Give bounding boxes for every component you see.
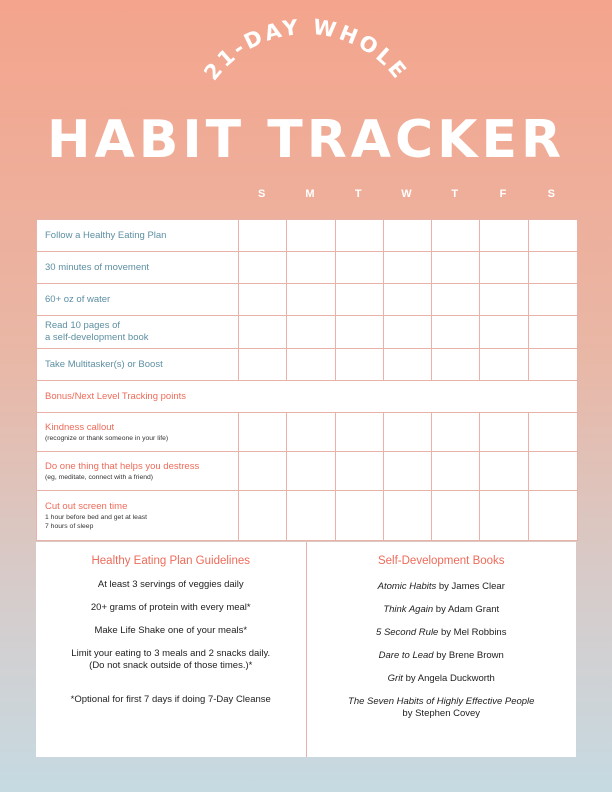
book-title: Dare to Lead xyxy=(378,650,434,661)
check-cell[interactable] xyxy=(384,252,432,283)
day-label: T xyxy=(354,188,363,200)
habit-sublabel-line2: 7 hours of sleep xyxy=(45,522,94,530)
book-author: by Mel Robbins xyxy=(438,627,507,638)
check-cell[interactable] xyxy=(480,452,528,490)
check-cell[interactable] xyxy=(287,316,335,348)
svg-text:21-DAY WHOLE xyxy=(199,15,412,85)
check-cell[interactable] xyxy=(336,316,384,348)
check-cell[interactable] xyxy=(480,491,528,540)
habit-row xyxy=(37,413,577,452)
habit-label: Read 10 pages of xyxy=(45,320,121,331)
check-cell[interactable] xyxy=(336,284,384,315)
page-title: HABIT TRACKER xyxy=(46,110,566,170)
habit-label: 30 minutes of movement xyxy=(45,261,150,273)
check-cell[interactable] xyxy=(239,413,287,451)
check-cell[interactable] xyxy=(384,452,432,490)
check-cell[interactable] xyxy=(480,413,528,451)
check-cell[interactable] xyxy=(287,220,335,251)
habit-sublabel: (recognize or thank someone in your life) xyxy=(45,434,169,442)
check-cell[interactable] xyxy=(336,452,384,490)
habit-row xyxy=(37,316,577,349)
habit-row xyxy=(37,220,577,252)
day-label: T xyxy=(451,188,460,200)
book-item xyxy=(307,696,577,720)
check-cell[interactable] xyxy=(529,220,577,251)
check-cell[interactable] xyxy=(432,349,480,380)
check-cell[interactable] xyxy=(529,413,577,451)
habit-tracker-table xyxy=(36,219,578,541)
check-cell[interactable] xyxy=(529,284,577,315)
habit-row xyxy=(37,284,577,316)
check-cell[interactable] xyxy=(432,491,480,540)
check-cell[interactable] xyxy=(239,491,287,540)
check-cell[interactable] xyxy=(432,413,480,451)
day-label: S xyxy=(257,188,267,200)
check-cell[interactable] xyxy=(336,252,384,283)
check-cell[interactable] xyxy=(432,316,480,348)
day-label: F xyxy=(499,188,508,200)
book-item xyxy=(307,650,577,662)
check-cell[interactable] xyxy=(239,349,287,380)
day-header xyxy=(238,188,576,206)
book-author: by Angela Duckworth xyxy=(402,673,495,684)
guideline-item: (Do not snack outside of those times.)* xyxy=(89,660,253,671)
guideline-item: Make Life Shake one of your meals* xyxy=(94,625,248,636)
check-cell[interactable] xyxy=(287,349,335,380)
habit-label: Take Multitasker(s) or Boost xyxy=(45,358,163,370)
check-cell[interactable] xyxy=(239,284,287,315)
check-cell[interactable] xyxy=(384,413,432,451)
book-title: 5 Second Rule xyxy=(376,627,439,638)
habit-label: Follow a Healthy Eating Plan xyxy=(45,229,167,241)
habit-label-line2: a self-development book xyxy=(45,332,149,343)
habit-sublabel: 1 hour before bed and get at least xyxy=(45,513,148,521)
check-cell[interactable] xyxy=(336,349,384,380)
check-cell[interactable] xyxy=(287,252,335,283)
habit-label: Kindness callout xyxy=(45,421,115,433)
check-cell[interactable] xyxy=(287,413,335,451)
eating-guidelines-title: Healthy Eating Plan Guidelines xyxy=(91,555,251,567)
book-title: Think Again xyxy=(383,604,434,615)
check-cell[interactable] xyxy=(336,413,384,451)
check-cell[interactable] xyxy=(529,491,577,540)
check-cell[interactable] xyxy=(432,220,480,251)
check-cell[interactable] xyxy=(384,349,432,380)
check-cell[interactable] xyxy=(432,284,480,315)
eating-guidelines xyxy=(36,542,307,757)
check-cell[interactable] xyxy=(384,284,432,315)
check-cell[interactable] xyxy=(287,452,335,490)
guideline-item: 20+ grams of protein with every meal* xyxy=(90,602,251,613)
book-author: by James Clear xyxy=(436,581,505,592)
book-title: Atomic Habits xyxy=(377,581,437,592)
books-title: Self-Development Books xyxy=(377,555,505,567)
check-cell[interactable] xyxy=(480,316,528,348)
habit-sublabel: (eg, meditate, connect with a friend) xyxy=(45,473,154,481)
guideline-item: At least 3 servings of veggies daily xyxy=(97,579,244,590)
habit-label: Do one thing that helps you destress xyxy=(45,460,200,472)
check-cell[interactable] xyxy=(239,316,287,348)
check-cell[interactable] xyxy=(480,284,528,315)
guideline-note: *Optional for first 7 days if doing 7-Day Cleanse xyxy=(70,694,271,705)
check-cell[interactable] xyxy=(239,452,287,490)
check-cell[interactable] xyxy=(287,284,335,315)
check-cell[interactable] xyxy=(480,252,528,283)
check-cell[interactable] xyxy=(239,220,287,251)
book-title: Grit xyxy=(387,673,403,684)
check-cell[interactable] xyxy=(336,491,384,540)
book-item xyxy=(307,581,577,593)
check-cell[interactable] xyxy=(529,316,577,348)
bonus-label: Bonus/Next Level Tracking points xyxy=(45,390,186,402)
check-cell[interactable] xyxy=(529,452,577,490)
habit-row xyxy=(37,349,577,381)
check-cell[interactable] xyxy=(432,452,480,490)
book-item xyxy=(307,604,577,616)
guideline-item: Limit your eating to 3 meals and 2 snacks daily. xyxy=(71,648,271,659)
book-item xyxy=(307,627,577,639)
check-cell[interactable] xyxy=(480,349,528,380)
book-author: by Adam Grant xyxy=(433,604,500,615)
book-title: The Seven Habits of Highly Effective People xyxy=(348,696,535,707)
guides-panel xyxy=(36,542,576,757)
habit-row xyxy=(37,491,577,540)
bonus-header-row xyxy=(37,381,577,413)
habit-label: 60+ oz of water xyxy=(45,293,111,305)
check-cell[interactable] xyxy=(480,220,528,251)
check-cell[interactable] xyxy=(384,316,432,348)
subtitle-text: 21-DAY WHOLE xyxy=(199,14,413,85)
check-cell[interactable] xyxy=(384,220,432,251)
check-cell[interactable] xyxy=(336,220,384,251)
check-cell[interactable] xyxy=(287,491,335,540)
self-development-books xyxy=(307,542,577,757)
habit-row xyxy=(37,252,577,284)
check-cell[interactable] xyxy=(529,252,577,283)
check-cell[interactable] xyxy=(529,349,577,380)
day-label: W xyxy=(401,188,413,200)
habit-row xyxy=(37,452,577,491)
check-cell[interactable] xyxy=(432,252,480,283)
book-item xyxy=(307,673,577,685)
habit-label: Cut out screen time xyxy=(45,500,128,512)
book-author: by Brene Brown xyxy=(433,650,504,661)
check-cell[interactable] xyxy=(384,491,432,540)
book-author: by Stephen Covey xyxy=(402,708,481,719)
day-label: M xyxy=(305,188,316,200)
day-label: S xyxy=(547,188,556,200)
check-cell[interactable] xyxy=(239,252,287,283)
